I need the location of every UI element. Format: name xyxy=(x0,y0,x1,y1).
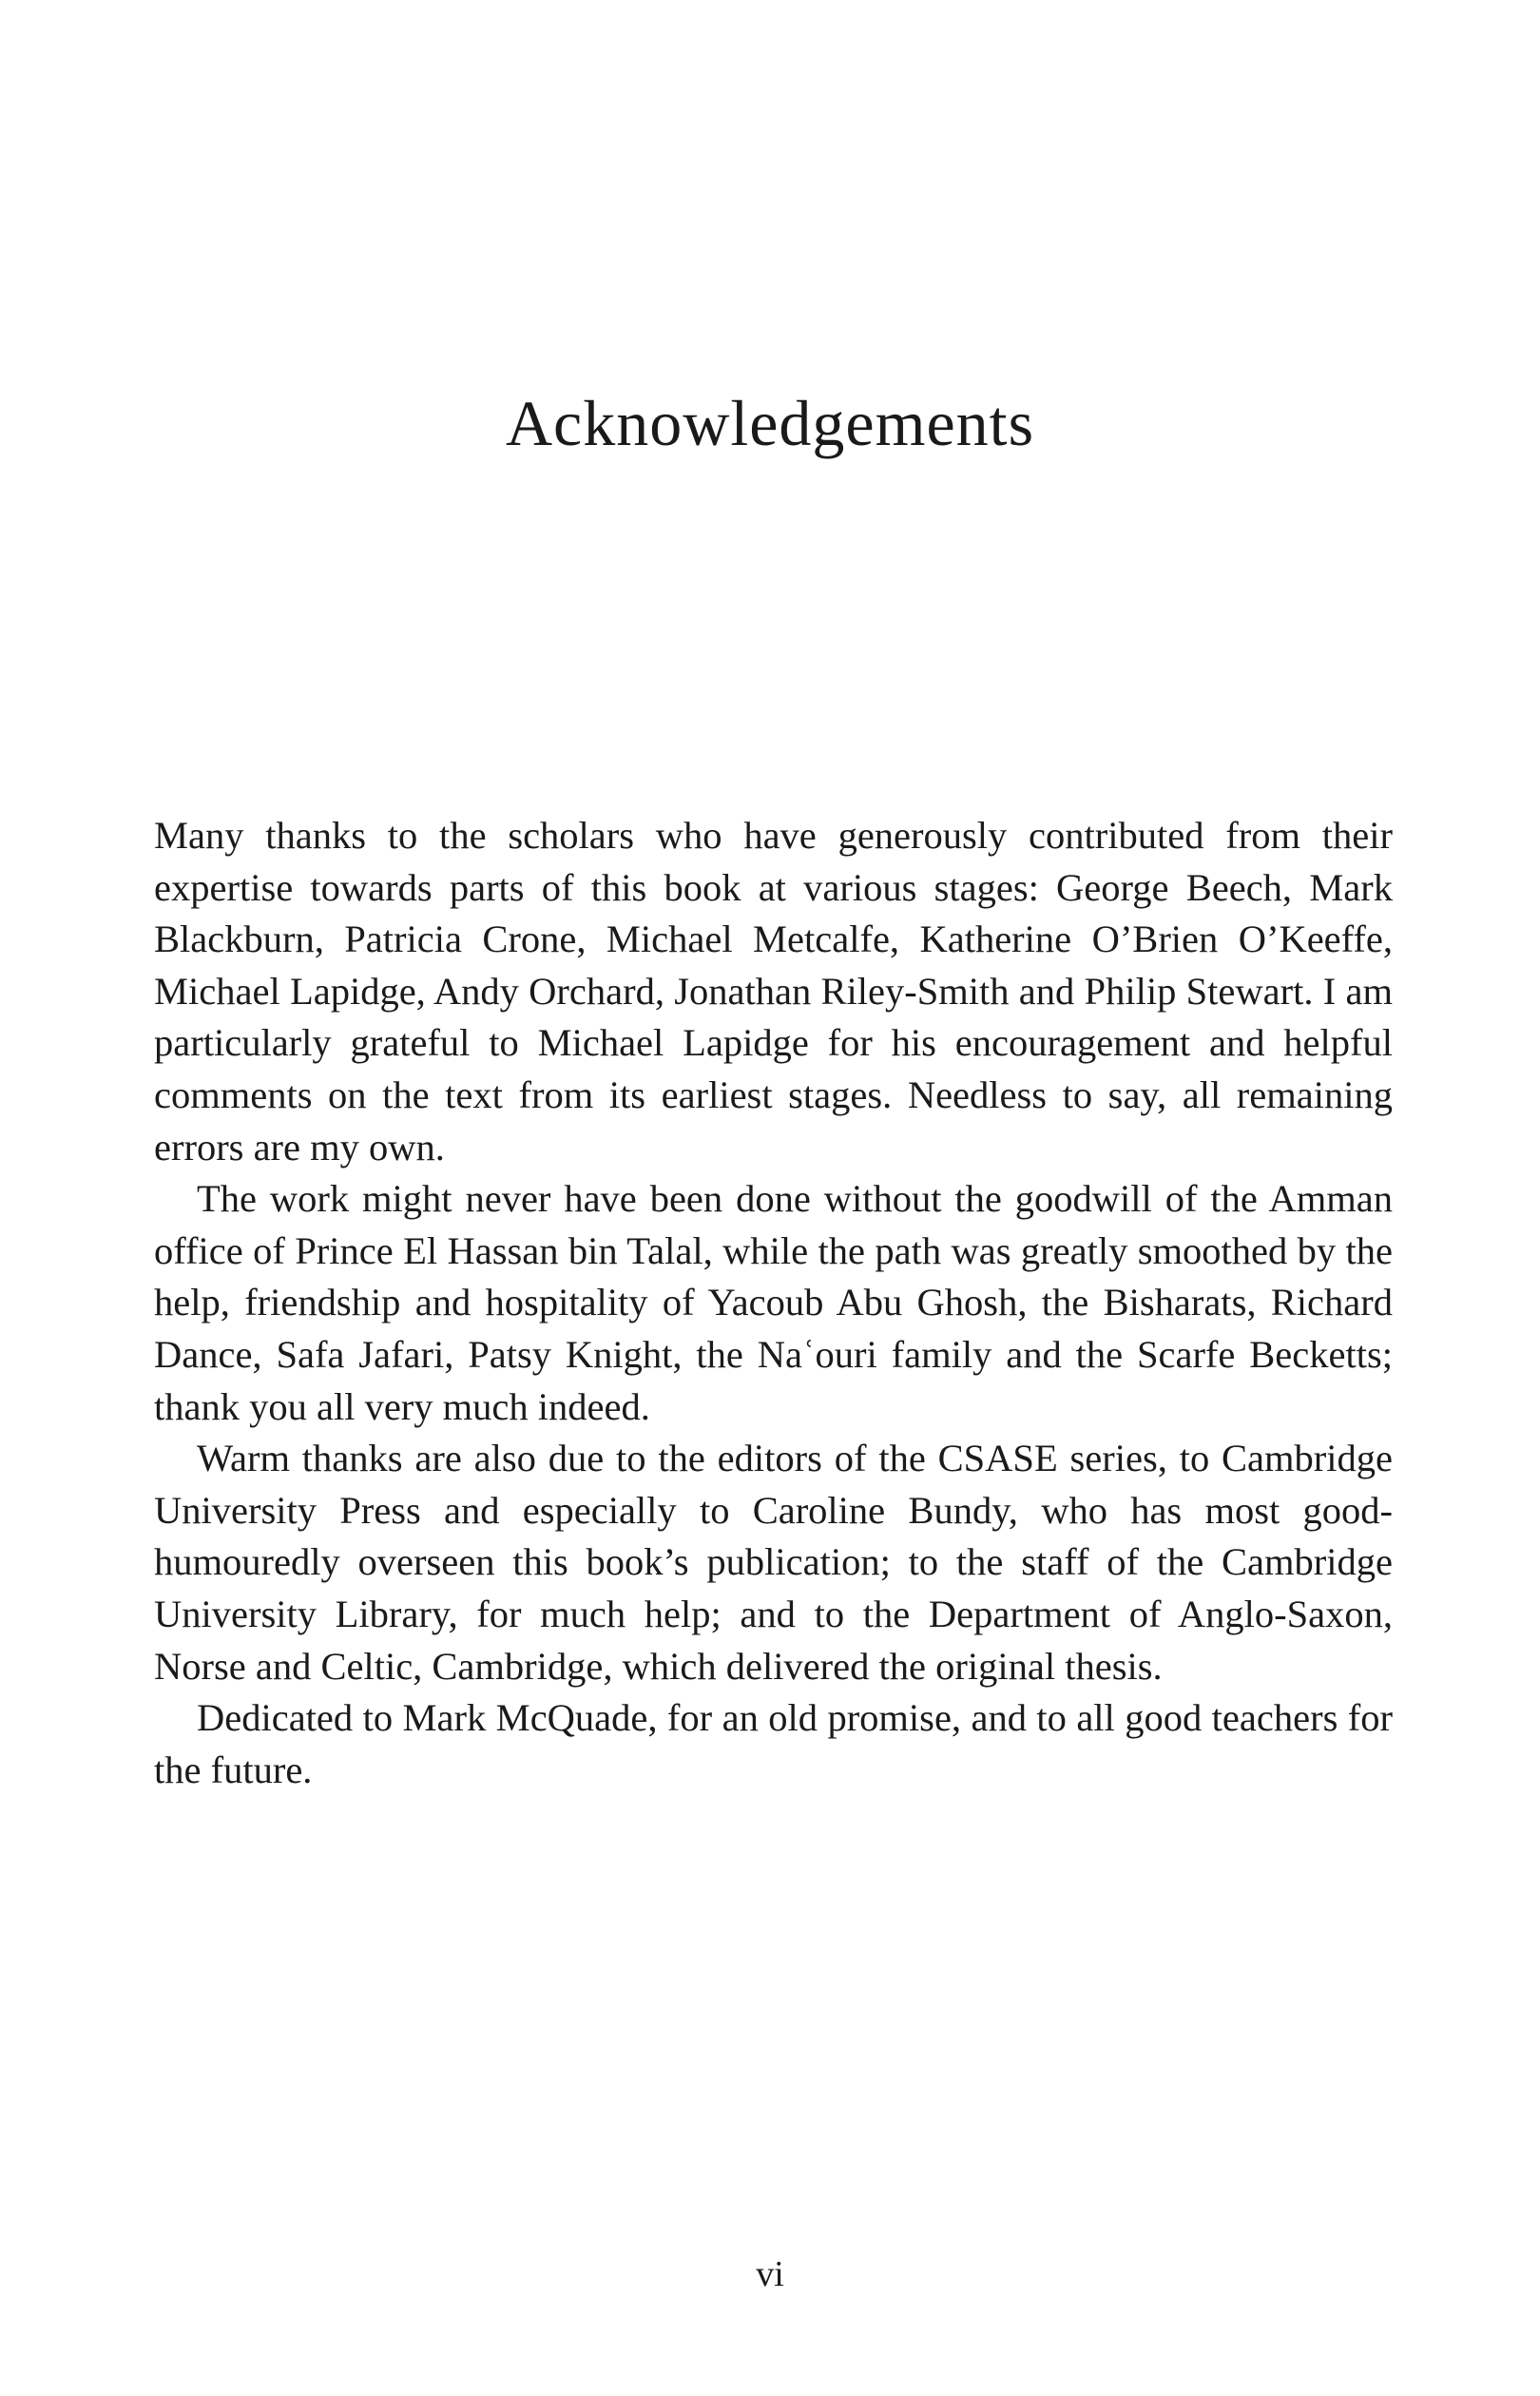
acknowledgements-body xyxy=(154,810,1393,1796)
paragraph-warm-thanks: Warm thanks are also due to the editors of the CSASE series, to Cambridge University Press and especially to Caroline Bundy, who has most goodhumouredly overseen this book’s publication; to the staff of the Cambridge University Library, for much help; and to the Department of Anglo-Saxon, Norse and Celtic, Cambridge, which delivered the original thesis. xyxy=(154,1437,1393,1688)
page-number: vi xyxy=(756,2254,784,2294)
page-title: Acknowledgements xyxy=(505,387,1035,459)
paragraph-dedication: Dedicated to Mark McQuade, for an old promise, and to all good teachers for the future. xyxy=(154,1696,1393,1791)
paragraph-scholars: Many thanks to the scholars who have generously contributed from their expertise towards parts of this book at various stages: George Beech, Mark Blackburn, Patricia Crone, Michael Metcalfe, Katherine O’Brien O’Keeffe, Michael Lapidge, Andy Orchard, Jonathan Riley-Smith and Philip Stewart. I am particularly grateful to Michael Lapidge for his encouragement and helpful comments on the text from its earliest stages. Needless to say, all remaining errors are my own. xyxy=(154,814,1393,1169)
paragraph-goodwill: The work might never have been done without the goodwill of the Amman office of Prince El Hassan bin Talal, while the path was greatly smoothed by the help, friendship and hospitality of Yacoub Abu Ghosh, the Bisharats, Richard Dance, Safa Jafari, Patsy Knight, the Naʿouri family and the Scarfe Becketts; thank you all very much indeed. xyxy=(154,1177,1393,1428)
